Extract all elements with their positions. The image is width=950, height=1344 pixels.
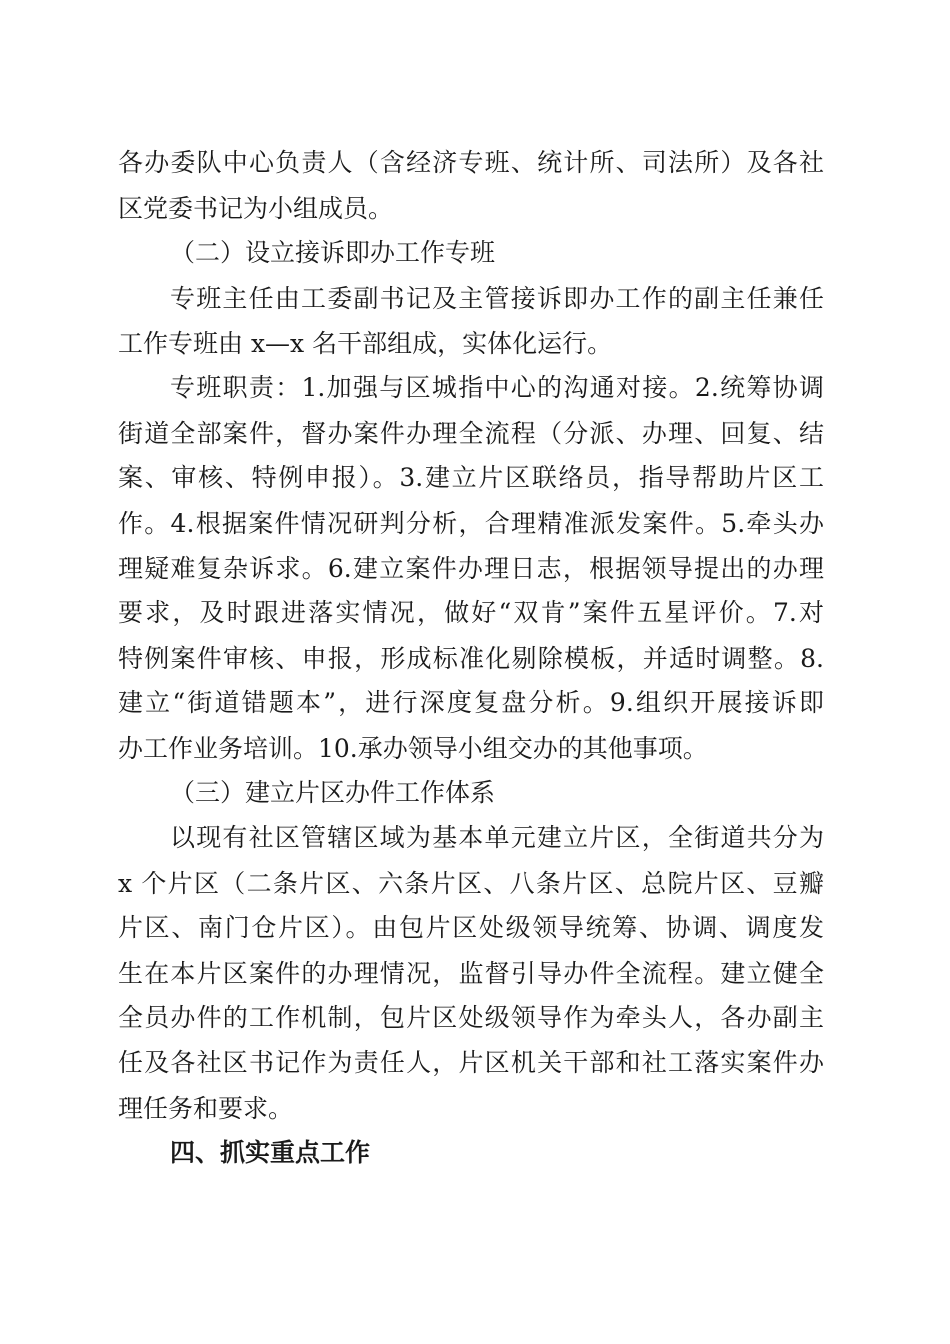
paragraph-line-18: 全员办件的工作机制，包片区处级领导作为牵头人，各办副主 (118, 1003, 824, 1032)
paragraph-line-11: 特例案件审核、申报，形成标准化剔除模板，并适时调整。8. (118, 644, 824, 673)
chapter-heading-4: 四、抓实重点工作 (170, 1138, 371, 1167)
paragraph-line-4: 工作专班由 x—x 名干部组成，实体化运行。 (118, 329, 613, 358)
paragraph-line-5: 专班职责：1.加强与区城指中心的沟通对接。2.统筹协调 (170, 373, 824, 402)
paragraph-line-20: 理任务和要求。 (118, 1094, 294, 1123)
paragraph-line-19: 任及各社区书记作为责任人，片区机关干部和社工落实案件办 (118, 1048, 824, 1077)
paragraph-line-10: 要求，及时跟进落实情况，做好“双肯”案件五星评价。7.对 (118, 598, 824, 627)
paragraph-line-3: 专班主任由工委副书记及主管接诉即办工作的副主任兼任 (170, 284, 824, 313)
paragraph-line-17: 生在本片区案件的办理情况，监督引导办件全流程。建立健全 (118, 959, 824, 988)
paragraph-line-14: 以现有社区管辖区域为基本单元建立片区，全街道共分为 (170, 823, 824, 852)
paragraph-line-12: 建立“街道错题本”，进行深度复盘分析。9.组织开展接诉即 (118, 688, 824, 717)
paragraph-line-6: 街道全部案件，督办案件办理全流程（分派、办理、回复、结 (118, 419, 824, 448)
paragraph-line-8: 作。4.根据案件情况研判分析，合理精准派发案件。5.牵头办 (118, 509, 824, 538)
paragraph-line-2: 区党委书记为小组成员。 (118, 194, 394, 223)
paragraph-line-16: 片区、南门仓片区）。由包片区处级领导统筹、协调、调度发 (118, 913, 824, 942)
section-heading-2: （二）设立接诉即办工作专班 (170, 238, 496, 267)
paragraph-line-13: 办工作业务培训。10.承办领导小组交办的其他事项。 (118, 734, 708, 763)
paragraph-line-15: x 个片区（二条片区、六条片区、八条片区、总院片区、豆瓣 (118, 869, 824, 898)
paragraph-line-7: 案、审核、特例申报）。3.建立片区联络员，指导帮助片区工 (118, 463, 824, 492)
section-heading-3: （三）建立片区办件工作体系 (170, 778, 496, 807)
paragraph-line-1: 各办委队中心负责人（含经济专班、统计所、司法所）及各社 (118, 148, 824, 177)
paragraph-line-9: 理疑难复杂诉求。6.建立案件办理日志，根据领导提出的办理 (118, 554, 824, 583)
